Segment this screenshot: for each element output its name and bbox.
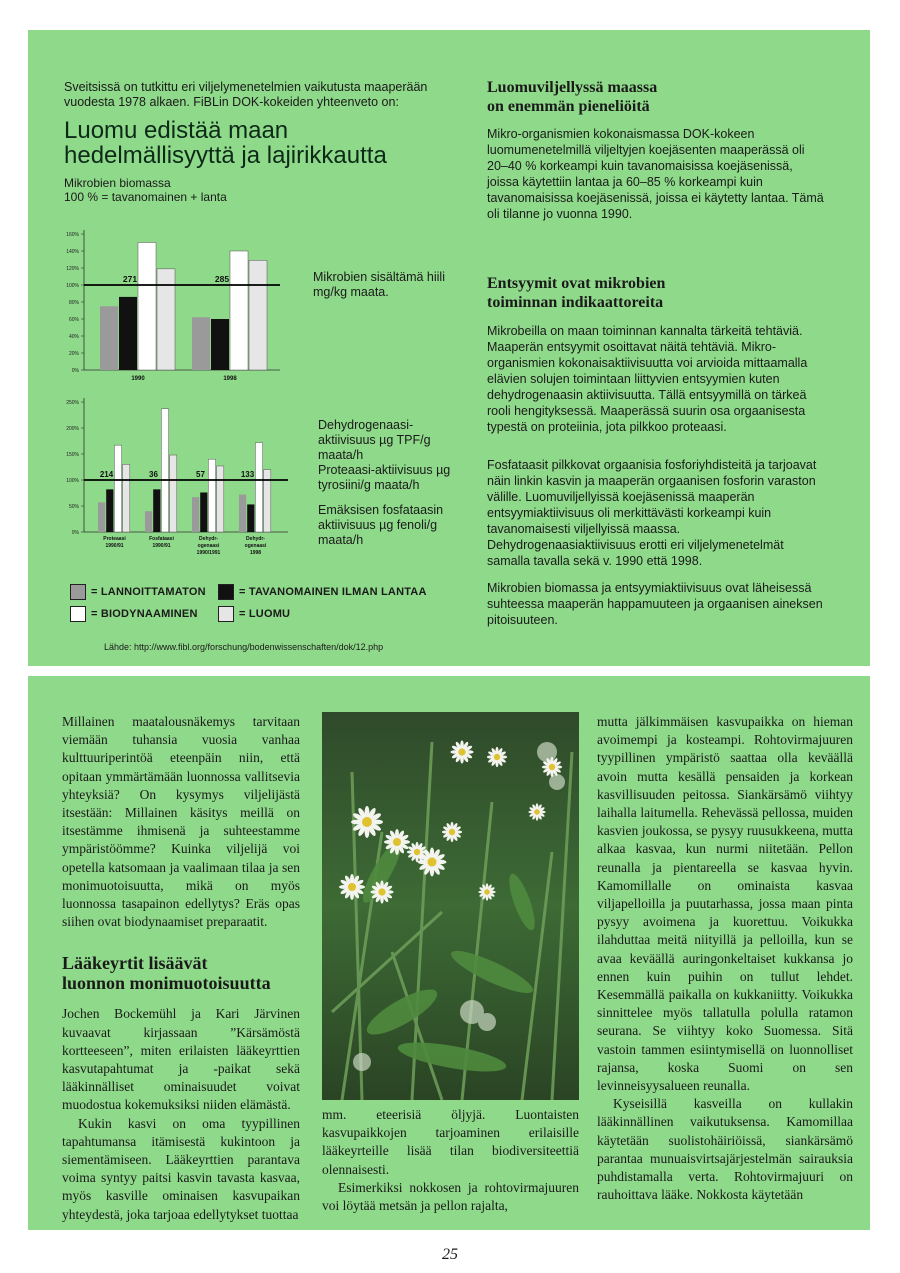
y-tick-label: 80% bbox=[68, 300, 79, 306]
category-label: Dehydr- bbox=[199, 536, 218, 542]
legend-conventional bbox=[218, 584, 427, 600]
y-tick-label: 0% bbox=[71, 368, 79, 374]
flower-center bbox=[484, 889, 489, 894]
flower-center bbox=[494, 754, 500, 760]
category-label: 1998 bbox=[223, 376, 237, 382]
heading-microorganisms bbox=[487, 78, 827, 116]
bar bbox=[192, 317, 210, 370]
bar bbox=[123, 464, 130, 532]
category-label: Fosfataasi bbox=[149, 536, 174, 542]
legend-label-biodynamic: = BIODYNAAMINEN bbox=[91, 608, 198, 620]
bar bbox=[217, 466, 224, 532]
flower-center bbox=[534, 809, 539, 814]
category-label: 1990/1991 bbox=[196, 550, 221, 556]
chart2-side-label-dehydrogenase: Dehydrogenaasi-aktiivisuus µg TPF/g maata/h bbox=[318, 418, 431, 462]
article-paragraph-7: Kyseisillä kasveilla on kullakin lääkinnällinen vaikutuksensa. Kamomillaa käytetään suolistohäiriöissä, siankärsämö parantaa munuaisvirtsajärjestelmän sairauksia puhdistamalla verta. Rohtovirmajuuri on rauhoittava lääke. Nokkosta käytetään bbox=[597, 1096, 853, 1203]
bar bbox=[119, 297, 137, 370]
biomass-label-line-1: Mikrobien biomassa bbox=[64, 176, 171, 190]
bar bbox=[247, 504, 254, 532]
y-tick-label: 160% bbox=[66, 232, 79, 238]
biomass-label bbox=[64, 176, 324, 204]
reference-value-label: 57 bbox=[196, 470, 205, 479]
flower-center bbox=[458, 748, 465, 755]
flower-center bbox=[428, 858, 437, 867]
chamomile-illustration bbox=[322, 712, 579, 1100]
infographic-title bbox=[64, 118, 464, 168]
reference-value-label: 271 bbox=[122, 274, 138, 284]
flower-center bbox=[449, 829, 455, 835]
legend-organic bbox=[218, 606, 290, 622]
chart2-side-label-phosphatase: Emäksisen fosfataasin aktiivisuus µg fenoli/g maata/h bbox=[318, 503, 444, 547]
bar bbox=[200, 492, 207, 532]
category-label: ogenaasi bbox=[244, 543, 267, 549]
legend-swatch-organic bbox=[218, 606, 234, 622]
intro-text: Sveitsissä on tutkittu eri viljelymenetelmien vaikutusta maaperään vuodesta 1978 alkaen. FiBLin DOK-kokeiden yhteenveto on: bbox=[64, 80, 428, 109]
y-tick-label: 100% bbox=[66, 283, 79, 289]
bar bbox=[98, 502, 105, 532]
legend-swatch-unfertilized bbox=[70, 584, 86, 600]
bar bbox=[208, 459, 215, 532]
article-column-left bbox=[62, 713, 300, 1224]
title-line-1: Luomu edistää maan bbox=[64, 117, 289, 144]
y-tick-label: 60% bbox=[68, 317, 79, 323]
bar bbox=[145, 511, 152, 532]
source-link[interactable]: Lähde: http://www.fibl.org/forschung/bodenwissenschaften/dok/12.php bbox=[104, 642, 384, 652]
bar bbox=[138, 243, 156, 371]
y-tick-label: 20% bbox=[68, 351, 79, 357]
y-tick-label: 200% bbox=[66, 426, 79, 432]
bar bbox=[157, 269, 175, 370]
article-paragraph-4: mm. eteerisiä öljyjä. Luontaisten kasvupaikkojen tarjoaminen erilaisille lääkeyrteille lisää tilan biodiversiteettiä olennaisesti. bbox=[322, 1107, 579, 1177]
chart2-side-label-protease: Proteaasi-aktiivisuus µg tyrosiini/g maata/h bbox=[318, 463, 451, 492]
bar bbox=[255, 443, 262, 532]
page-number: 25 bbox=[442, 1246, 458, 1263]
y-tick-label: 50% bbox=[68, 504, 79, 510]
category-label: 1990/91 bbox=[105, 543, 124, 549]
category-label: ogenaasi bbox=[197, 543, 220, 549]
reference-value-label: 36 bbox=[149, 470, 158, 479]
flower-center bbox=[348, 883, 356, 891]
article-paragraph-3: Kukin kasvi on oma tyypillinen tapahtumansa itämisestä kukintoon ja siementämiseen. Lääkeyrttien parantava voima syntyy paitsi kasvin tavasta kasvaa, myös kasville ominaisen kasvupaikan yhteydestä, joka tarjoaa edellytykset tuottaa bbox=[62, 1115, 300, 1222]
bar bbox=[230, 251, 248, 370]
y-tick-label: 40% bbox=[68, 334, 79, 340]
article-paragraph-6: mutta jälkimmäisen kasvupaikka on hieman avoimempi ja kosteampi. Rohtovirmajuuren tyypillinen ympäristö saattaa olla keväällä avoin mutta kesällä pensaiden ja korkean kasvillisuuden peitossa. Siankärsämö viihtyy laihalla laitumella. Rehevässä pellossa, muiden kasvien joukossa, se pysyy ruusukkeena, mutta alkaa kasvaa, kun nurmi niitetään. Pellon reunalla ja pientareella se kasvaa hyvin. Kamomillalle on ominaista kasvaa viljapelloilla ja puutarhassa, jossa maan pinta pysyy avoimena ja kuorettuu. Voikukka ilahduttaa meitä niityillä ja pelloilla, kun se avaa keväällä auringonkeltaiset kukkansa jo ennen kuin puihin on tullut lehdet. Kesemmällä paikalla on kukkaniitty. Voikukka sinnittelee myös tallatulla polulla ratamon seurana. Se viihtyy koko Suomessa. Sitä vastoin tammen esiintymisellä on luonnolliset rajansa, koska Suomi on sen levinneisyysalueen reunalla. bbox=[597, 714, 853, 1094]
paragraph-biomass-relation: Mikrobien biomassa ja entsyymiaktiivisuus ovat läheisessä suhteessa maaperän happamuuteen ja orgaanisen aineksen pitoisuuteen. bbox=[487, 581, 823, 627]
legend-label-organic: = LUOMU bbox=[239, 608, 291, 620]
chamomile-photo bbox=[322, 712, 579, 1100]
category-label: 1990 bbox=[131, 376, 145, 382]
article-column-middle bbox=[322, 1106, 579, 1215]
flower-center bbox=[414, 849, 420, 855]
bar bbox=[153, 489, 160, 532]
article-column-right bbox=[597, 713, 853, 1204]
chart1-side-label: Mikrobien sisältämä hiili mg/kg maata. bbox=[313, 270, 445, 299]
bar bbox=[170, 455, 177, 532]
paragraph-phosphatases: Fosfataasit pilkkovat orgaanisia fosforiyhdisteitä ja tarjoavat näin linkin kasvin ja maaperän orgaanisen fosforin varaston välille. Luomuviljellyissä koejäsenissä maaperän entsyymiaktiivisuus oli merkittävästi korkeampi kuin tavanomaisesti viljellyissä maassa. Dehydrogenaasiaktiivisuus erotti eri viljelymenetelmät samalla tavalla sekä v. 1990 että 1998. bbox=[487, 458, 817, 568]
bar bbox=[264, 470, 271, 532]
reference-value-label: 214 bbox=[99, 470, 114, 479]
bar bbox=[100, 306, 118, 370]
category-label: 1990/91 bbox=[152, 543, 171, 549]
bar bbox=[249, 260, 267, 370]
y-tick-label: 150% bbox=[66, 452, 79, 458]
category-label: Proteaasi bbox=[103, 536, 126, 542]
y-tick-label: 250% bbox=[66, 400, 79, 406]
y-tick-label: 0% bbox=[71, 530, 79, 536]
legend-swatch-conventional bbox=[218, 584, 234, 600]
heading-enzymes bbox=[487, 274, 827, 312]
article-subheading-line-1: Lääkeyrtit lisäävät bbox=[62, 953, 208, 974]
bar bbox=[239, 495, 246, 532]
article-subheading bbox=[62, 953, 300, 993]
paragraph-enzymes: Mikrobeilla on maan toiminnan kannalta tärkeitä tehtäviä. Maaperän entsyymit osoittavat näitä tehtäviä. Mikro-organismien kokonaisaktiivisuutta voi arvioida mittaamalla elävien solujen toimintaan liittyvien entsyymien kuten dehydrogenaasin aktiivisuutta. Tällä entsyymillä on tärkeä rooli hengityksessä. Maaperässä suurin osa orgaanisesta typestä on proteiinia, jota pilkkoo proteaasi. bbox=[487, 324, 808, 434]
y-tick-label: 120% bbox=[66, 266, 79, 272]
biomass-label-line-2: 100 % = tavanomainen + lanta bbox=[64, 190, 227, 204]
bar bbox=[161, 409, 168, 532]
legend-swatch-biodynamic bbox=[70, 606, 86, 622]
legend-unfertilized bbox=[70, 584, 206, 600]
title-line-2: hedelmällisyyttä ja lajirikkautta bbox=[64, 142, 387, 169]
flower-center bbox=[393, 838, 401, 846]
article-paragraph-5: Esimerkiksi nokkosen ja rohtovirmajuuren voi löytää metsän ja pellon rajalta, bbox=[322, 1179, 579, 1214]
category-label: Dehydr- bbox=[246, 536, 265, 542]
bar bbox=[114, 445, 121, 532]
biomass-chart bbox=[62, 226, 292, 386]
article-paragraph-1: Millainen maatalousnäkemys tarvitaan viemään tuhansia vuosia vanhaa kulttuuriperintöä eteenpäin niin, että opitaan ymmärtämään luonnossa vallitsevia yhteyksiä? On kysymys viljelijästä itsestään: Millainen käsitys meillä on itsestämme ihmisenä ja suhteestamme ympäristöömme? Kuinka viljelijä voi opetella katsomaan ja vaalimaan tilaa ja sen monimuotoisuutta, mikä on myös luonnossa tasapainon edellytys? Eräs opas siihen ovat biodynaamiset preparaatit. bbox=[62, 714, 300, 930]
bar bbox=[192, 497, 199, 532]
heading-microorganisms-line-2: on enemmän pieneliöitä bbox=[487, 98, 650, 115]
paragraph-microbial-mass: Mikro-organismien kokonaismassa DOK-kokeen luomumenetelmillä viljeltyjen koejäsenten maaperässä oli 20–40 % korkeampi kuin tavanomaisissa koejäsenissä, joissa käytettiin lantaa ja 60–85 % korkeampi kuin tavanomaisissa koejäsenissä, joissa ei käytetty lantaa. Tämä oli tilanne jo vuonna 1990. bbox=[487, 127, 824, 221]
article-paragraph-2: Jochen Bockemühl ja Kari Järvinen kuvaavat kirjassaan ”Kärsämöstä kortteeseen”, miten erilaisten lääkeyrttien kasvutapahtumat ja -paikat sekä lääkinnälliset ominaisuudet voivat muodostua kokemuksiksi niiden elämästä. bbox=[62, 1006, 300, 1113]
y-tick-label: 100% bbox=[66, 478, 79, 484]
bar bbox=[106, 489, 113, 532]
heading-microorganisms-line-1: Luomuviljellyssä maassa bbox=[487, 79, 658, 96]
reference-value-label: 285 bbox=[214, 274, 230, 284]
flower-center bbox=[378, 888, 385, 895]
legend-label-conventional: = TAVANOMAINEN ILMAN LANTAA bbox=[239, 586, 427, 598]
flower-center bbox=[549, 764, 555, 770]
legend-label-unfertilized: = LANNOITTAMATON bbox=[91, 586, 206, 598]
bar bbox=[211, 319, 229, 370]
heading-enzymes-line-2: toiminnan indikaattoreita bbox=[487, 294, 664, 311]
heading-enzymes-line-1: Entsyymit ovat mikrobien bbox=[487, 275, 666, 292]
category-label: 1998 bbox=[249, 550, 262, 556]
legend-biodynamic bbox=[70, 606, 198, 622]
flower-center bbox=[362, 817, 372, 827]
y-tick-label: 140% bbox=[66, 249, 79, 255]
reference-value-label: 133 bbox=[240, 470, 255, 479]
enzyme-chart bbox=[56, 392, 292, 572]
article-subheading-line-2: luonnon monimuotoisuutta bbox=[62, 973, 271, 994]
